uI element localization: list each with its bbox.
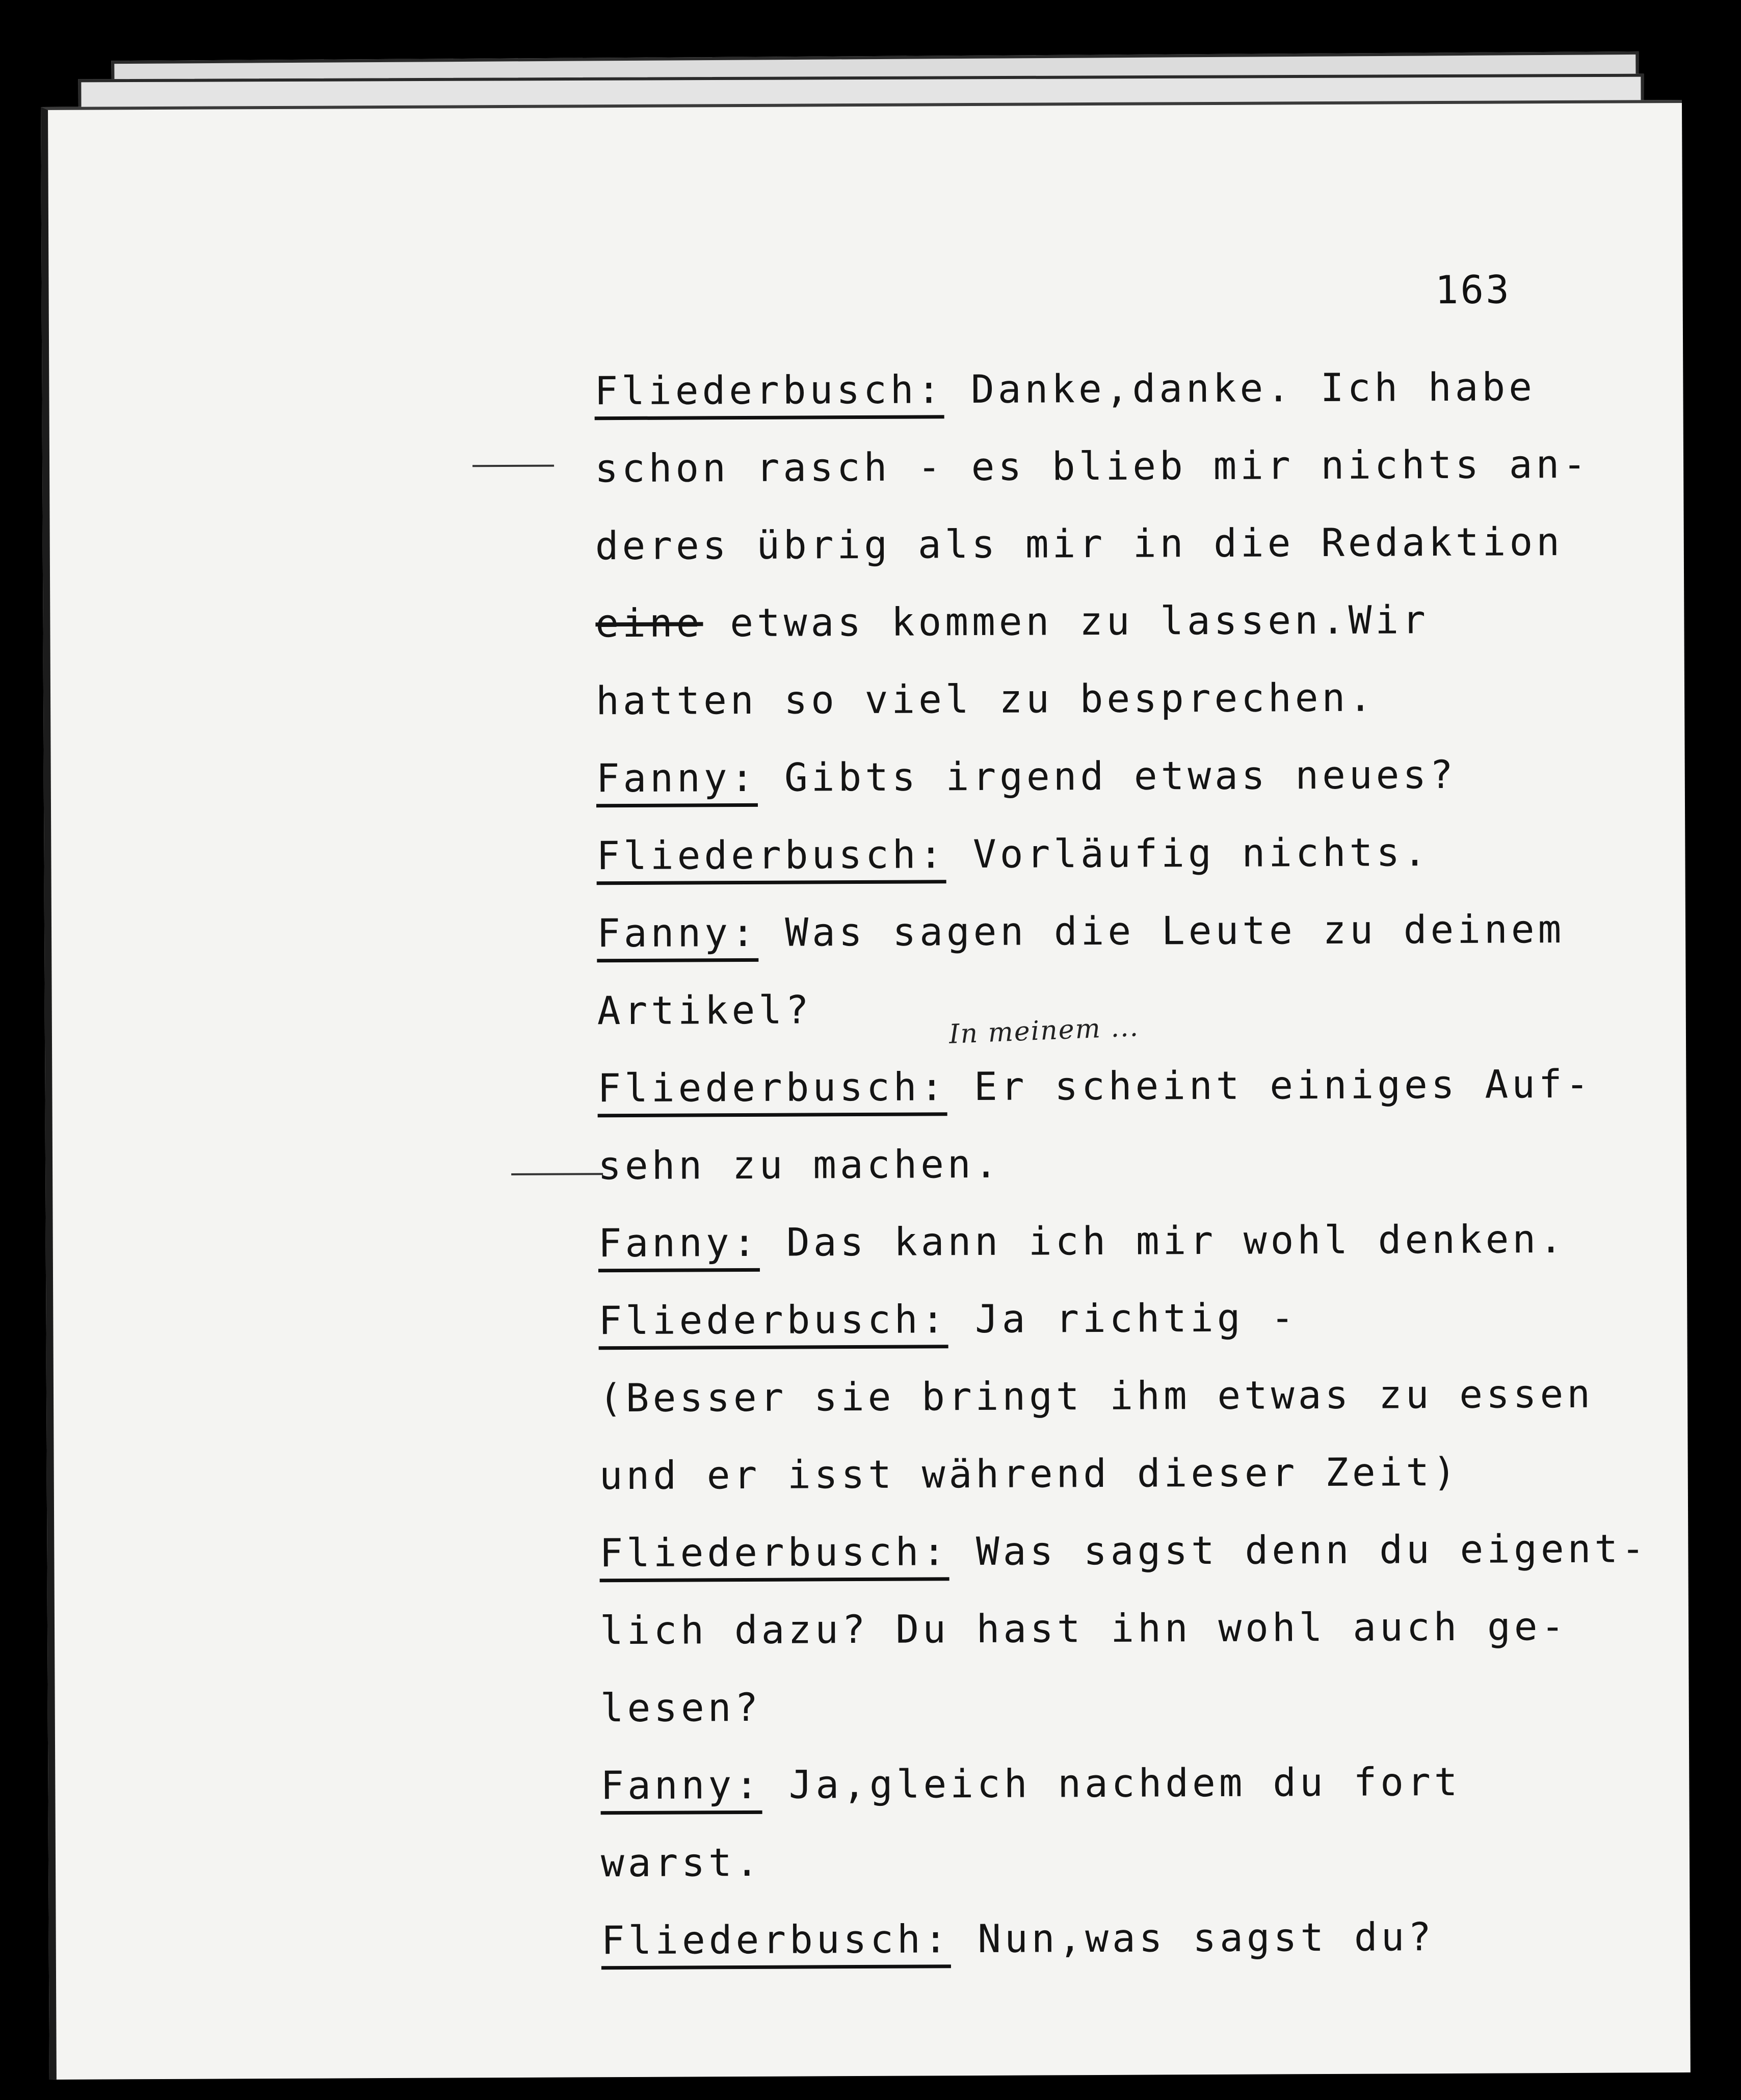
speaker-name: Fanny:	[597, 910, 758, 962]
line-text: und er isst während dieser Zeit)	[599, 1449, 1460, 1499]
margin-mark	[511, 1173, 603, 1175]
speaker-name: Fanny:	[600, 1762, 762, 1815]
line-text: Er scheint einiges Auf-	[947, 1061, 1593, 1110]
speaker-name: Fanny:	[596, 755, 758, 807]
line-text: deres übrig als mir in die Redaktion	[595, 518, 1564, 569]
typescript-line	[598, 1122, 1638, 1204]
typescript-line	[598, 1200, 1638, 1282]
speaker-name: Fliederbusch:	[598, 1296, 948, 1350]
typescript-line	[596, 812, 1637, 895]
line-text: Was sagen die Leute zu deinem	[758, 906, 1565, 955]
typescript-line	[600, 1742, 1641, 1824]
speaker-name: Fliederbusch:	[599, 1529, 949, 1582]
typescript-line	[597, 890, 1637, 972]
line-text: Was sagst denn du eigent-	[949, 1526, 1649, 1574]
speaker-name: Fliederbusch:	[597, 1064, 947, 1117]
typescript-line	[596, 735, 1636, 817]
typescript-page	[41, 100, 1691, 2080]
line-text: Gibts irgend etwas neues?	[757, 751, 1457, 800]
typescript-line	[600, 1665, 1640, 1747]
line-text: Ja richtig -	[948, 1295, 1298, 1342]
typescript-line	[595, 580, 1636, 662]
line-text: (Besser sie bringt ihm etwas zu essen	[598, 1371, 1594, 1421]
line-text: Vorläufig nichts.	[946, 829, 1431, 877]
typescript-line	[601, 1897, 1641, 1979]
typescript-line	[597, 1045, 1638, 1127]
line-text: schon rasch - es blieb mir nichts an-	[594, 441, 1590, 491]
typescript-line	[601, 1820, 1641, 1902]
line-text: hatten so viel zu besprechen.	[595, 674, 1376, 724]
handwritten-annotation: In meinem ...	[948, 1012, 1140, 1050]
speaker-name: Fliederbusch:	[594, 366, 944, 420]
typescript-line	[595, 425, 1635, 507]
page-number: 163	[1435, 267, 1512, 313]
line-text: Nun,was sagst du?	[951, 1914, 1435, 1962]
typescript-line	[598, 1277, 1639, 1359]
line-text: Ja,gleich nachdem du fort	[761, 1758, 1461, 1807]
margin-mark	[472, 465, 554, 467]
typescript-line	[599, 1355, 1639, 1437]
line-text: lesen?	[600, 1684, 762, 1731]
speaker-name: Fliederbusch:	[601, 1916, 951, 1970]
line-text: Das kann ich mir wohl denken.	[759, 1216, 1567, 1265]
typescript-line	[594, 348, 1634, 430]
typescript-line	[599, 1432, 1639, 1514]
line-text: sehn zu machen.	[597, 1141, 1001, 1189]
typescript-line	[600, 1587, 1640, 1669]
speaker-name: Fliederbusch:	[596, 831, 946, 885]
typescript-line	[599, 1510, 1649, 1592]
typescript-body	[594, 348, 1649, 1979]
typescript-line	[596, 658, 1636, 740]
line-text: warst.	[600, 1839, 762, 1886]
line-text: etwas kommen zu lassen.Wir	[703, 597, 1430, 646]
line-text: lich dazu? Du hast ihn wohl auch ge-	[599, 1603, 1568, 1653]
typescript-line	[595, 503, 1635, 585]
line-text: Artikel?	[597, 987, 812, 1034]
struck-word: eine	[595, 600, 703, 646]
line-text: Danke,danke. Ich habe	[944, 364, 1536, 412]
speaker-name: Fanny:	[598, 1220, 760, 1272]
